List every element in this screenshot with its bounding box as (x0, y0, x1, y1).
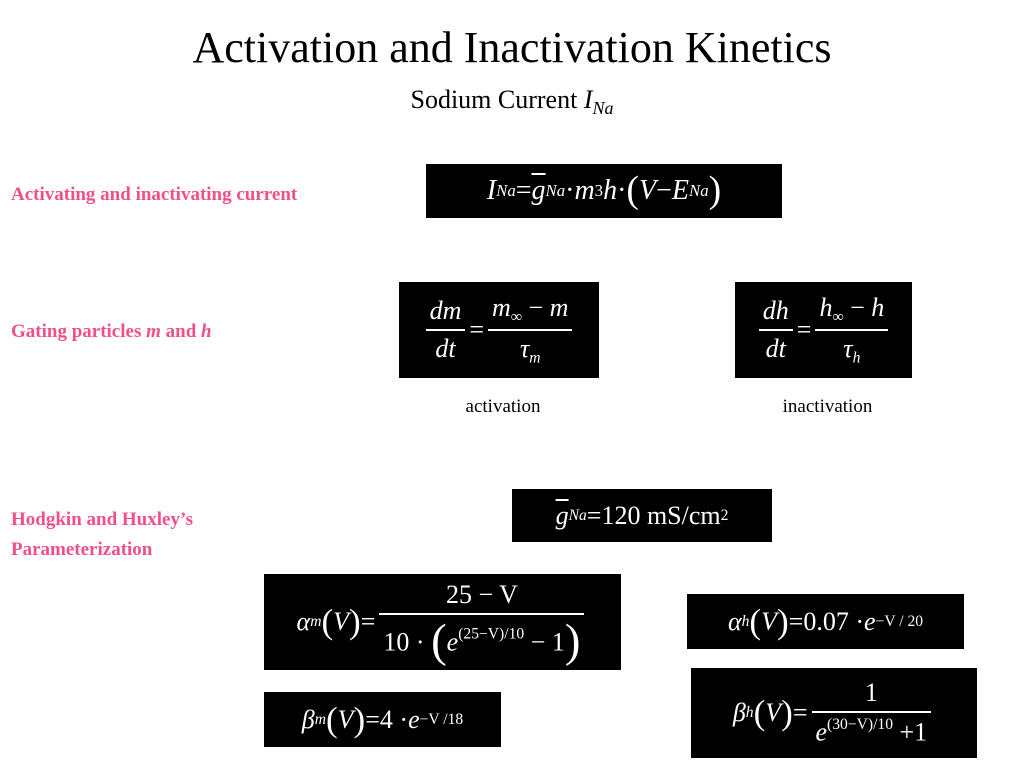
eq-dh-minus: − (843, 292, 872, 322)
subtitle-subscript: Na (592, 98, 614, 118)
eq-bm-exp: −V /18 (419, 710, 464, 728)
equation-current (426, 164, 782, 218)
eq-bm-sym: β (301, 704, 315, 734)
eq-current-dot1: · (565, 175, 575, 206)
eq-current-I: I (486, 175, 497, 206)
eq-dh-tau: τ (843, 334, 853, 363)
eq-ah-arg: V (761, 606, 777, 636)
eq-am-e: e (446, 626, 459, 656)
eq-bm-lp: ( (325, 699, 338, 739)
eq-bm-eq: = (365, 704, 380, 734)
eq-bm-e: e (408, 704, 420, 734)
eq-am-den-pre: 10 · (383, 626, 432, 656)
eq-ah-sym: α (727, 606, 742, 636)
eq-current-eq: = (515, 175, 532, 206)
label-hh (11, 505, 193, 565)
eq-current-lparen: ( (626, 169, 639, 212)
equation-dm-dt (399, 282, 599, 378)
label-gating (11, 317, 212, 347)
eq-dm-m2: m (549, 292, 569, 322)
page-subtitle (0, 84, 1024, 124)
subtitle-symbol: I (583, 85, 593, 114)
label-hh-line1: Hodgkin and Huxley’s (11, 509, 193, 530)
eq-dh-h2: h (871, 292, 885, 322)
eq-ah-sub: h (741, 612, 750, 630)
eq-bh-exp: (30−V)/10 (827, 716, 894, 734)
eq-dm-eq: = (469, 315, 485, 344)
eq-am-lp: ( (321, 602, 334, 642)
eq-am-den-lp: ( (431, 614, 447, 667)
eq-am-den-post: − 1 (524, 626, 565, 656)
eq-ah-rhs: 0.07 · (803, 606, 864, 636)
eq-bm-arg: V (337, 704, 354, 734)
eq-am-arg: V (333, 607, 350, 636)
eq-dh-inf: ∞ (832, 308, 844, 325)
eq-ah-e: e (864, 606, 876, 636)
eq-dm-rhs-fraction (488, 293, 572, 368)
eq-dm-num: dm (429, 296, 462, 325)
eq-ah-lp: ( (749, 601, 762, 641)
label-gating-h: h (201, 321, 212, 342)
eq-bh-sub: h (745, 704, 754, 721)
page-title: Activation and Inactivation Kinetics (192, 23, 832, 72)
eq-current-E: E (671, 175, 689, 206)
eq-current-m: m (574, 175, 595, 206)
eq-am-rp: ) (349, 602, 361, 642)
equation-alpha-m (264, 574, 621, 670)
eq-am-den (379, 615, 584, 665)
eq-current-I-sub: Na (496, 181, 516, 200)
eq-dh-h: h (819, 292, 833, 322)
eq-dm-tau-sub: m (529, 349, 541, 367)
eq-dh-num: dh (762, 296, 789, 325)
eq-bh-eq: = (792, 698, 808, 727)
eq-current-V: V (638, 175, 657, 206)
eq-current-g: $\overline{g}$ (531, 175, 546, 206)
eq-ah-eq: = (788, 606, 804, 636)
eq-current-cube: 3 (594, 181, 604, 200)
eq-dh-rden (839, 331, 864, 367)
eq-dh-rnum (815, 293, 888, 329)
eq-ah-exp: −V / 20 (875, 612, 924, 630)
eq-bh-arg: V (765, 698, 782, 727)
eq-dm-rden (516, 331, 545, 367)
eq-am-exp: (25−V)/10 (458, 625, 525, 643)
eq-am-eq: = (360, 607, 376, 636)
eq-dm-minus: − (521, 292, 550, 322)
eq-dm-den: dt (435, 334, 456, 363)
eq-dh-tau-sub: h (852, 349, 861, 367)
subtitle-text: Sodium Current (410, 85, 584, 114)
eq-bh-sym: β (732, 698, 746, 727)
eq-bm-sub: m (314, 710, 326, 728)
eq-ah-rp: ) (776, 601, 789, 641)
equation-beta-h (691, 668, 977, 758)
eq-dh-rhs-fraction (815, 293, 888, 368)
eq-current-rparen: ) (708, 169, 722, 212)
label-gating-m: m (146, 321, 161, 342)
eq-current-E-sub: Na (689, 181, 709, 200)
eq-dm-m: m (492, 292, 511, 322)
equation-alpha-h (687, 594, 964, 649)
eq-bm-rp: ) (353, 699, 366, 739)
equation-gna (512, 489, 772, 542)
eq-bh-rp: ) (781, 693, 793, 733)
eq-dm-lhs-fraction (426, 296, 466, 364)
eq-current-h: h (603, 175, 618, 206)
label-hh-line2: Parameterization (11, 539, 153, 560)
eq-bh-den-post: +1 (893, 717, 928, 747)
eq-bh-num: 1 (864, 678, 878, 708)
equation-beta-m (264, 692, 501, 747)
eq-gna-sq: 2 (720, 506, 729, 524)
eq-gna-eq: = (586, 500, 602, 530)
eq-bh-lp: ( (753, 693, 766, 733)
eq-am-sym: α (296, 607, 311, 636)
eq-am-den-rp: ) (564, 614, 581, 667)
eq-dm-tau: τ (519, 334, 530, 363)
eq-am-sub: m (310, 613, 322, 630)
eq-dh-lhs-fraction (759, 296, 793, 364)
eq-gna-sub: Na (568, 506, 587, 524)
equation-dh-dt (735, 282, 912, 378)
eq-bh-e: e (815, 717, 828, 747)
caption-inactivation: inactivation (782, 396, 873, 417)
eq-bh-den (812, 713, 932, 748)
eq-current-dot2: · (617, 175, 627, 206)
eq-dh-eq: = (796, 315, 812, 344)
eq-bh-fraction (812, 678, 932, 748)
eq-current-minus: − (656, 175, 672, 206)
caption-activation: activation (465, 396, 541, 417)
eq-dh-den: dt (765, 334, 786, 363)
eq-bm-rhs: 4 · (379, 704, 409, 734)
eq-dm-inf: ∞ (510, 308, 522, 325)
eq-current-g-sub: Na (545, 181, 566, 200)
label-gating-and: and (160, 321, 202, 342)
eq-gna-g: $\overline{g}$ (555, 500, 569, 530)
label-gating-prefix: Gating particles (11, 321, 147, 342)
eq-gna-value: 120 mS/cm (601, 500, 721, 530)
eq-am-num: 25 − V (445, 579, 518, 609)
eq-am-fraction (379, 580, 584, 665)
eq-dm-rnum (488, 293, 572, 329)
label-current: Activating and inactivating current (11, 184, 298, 205)
